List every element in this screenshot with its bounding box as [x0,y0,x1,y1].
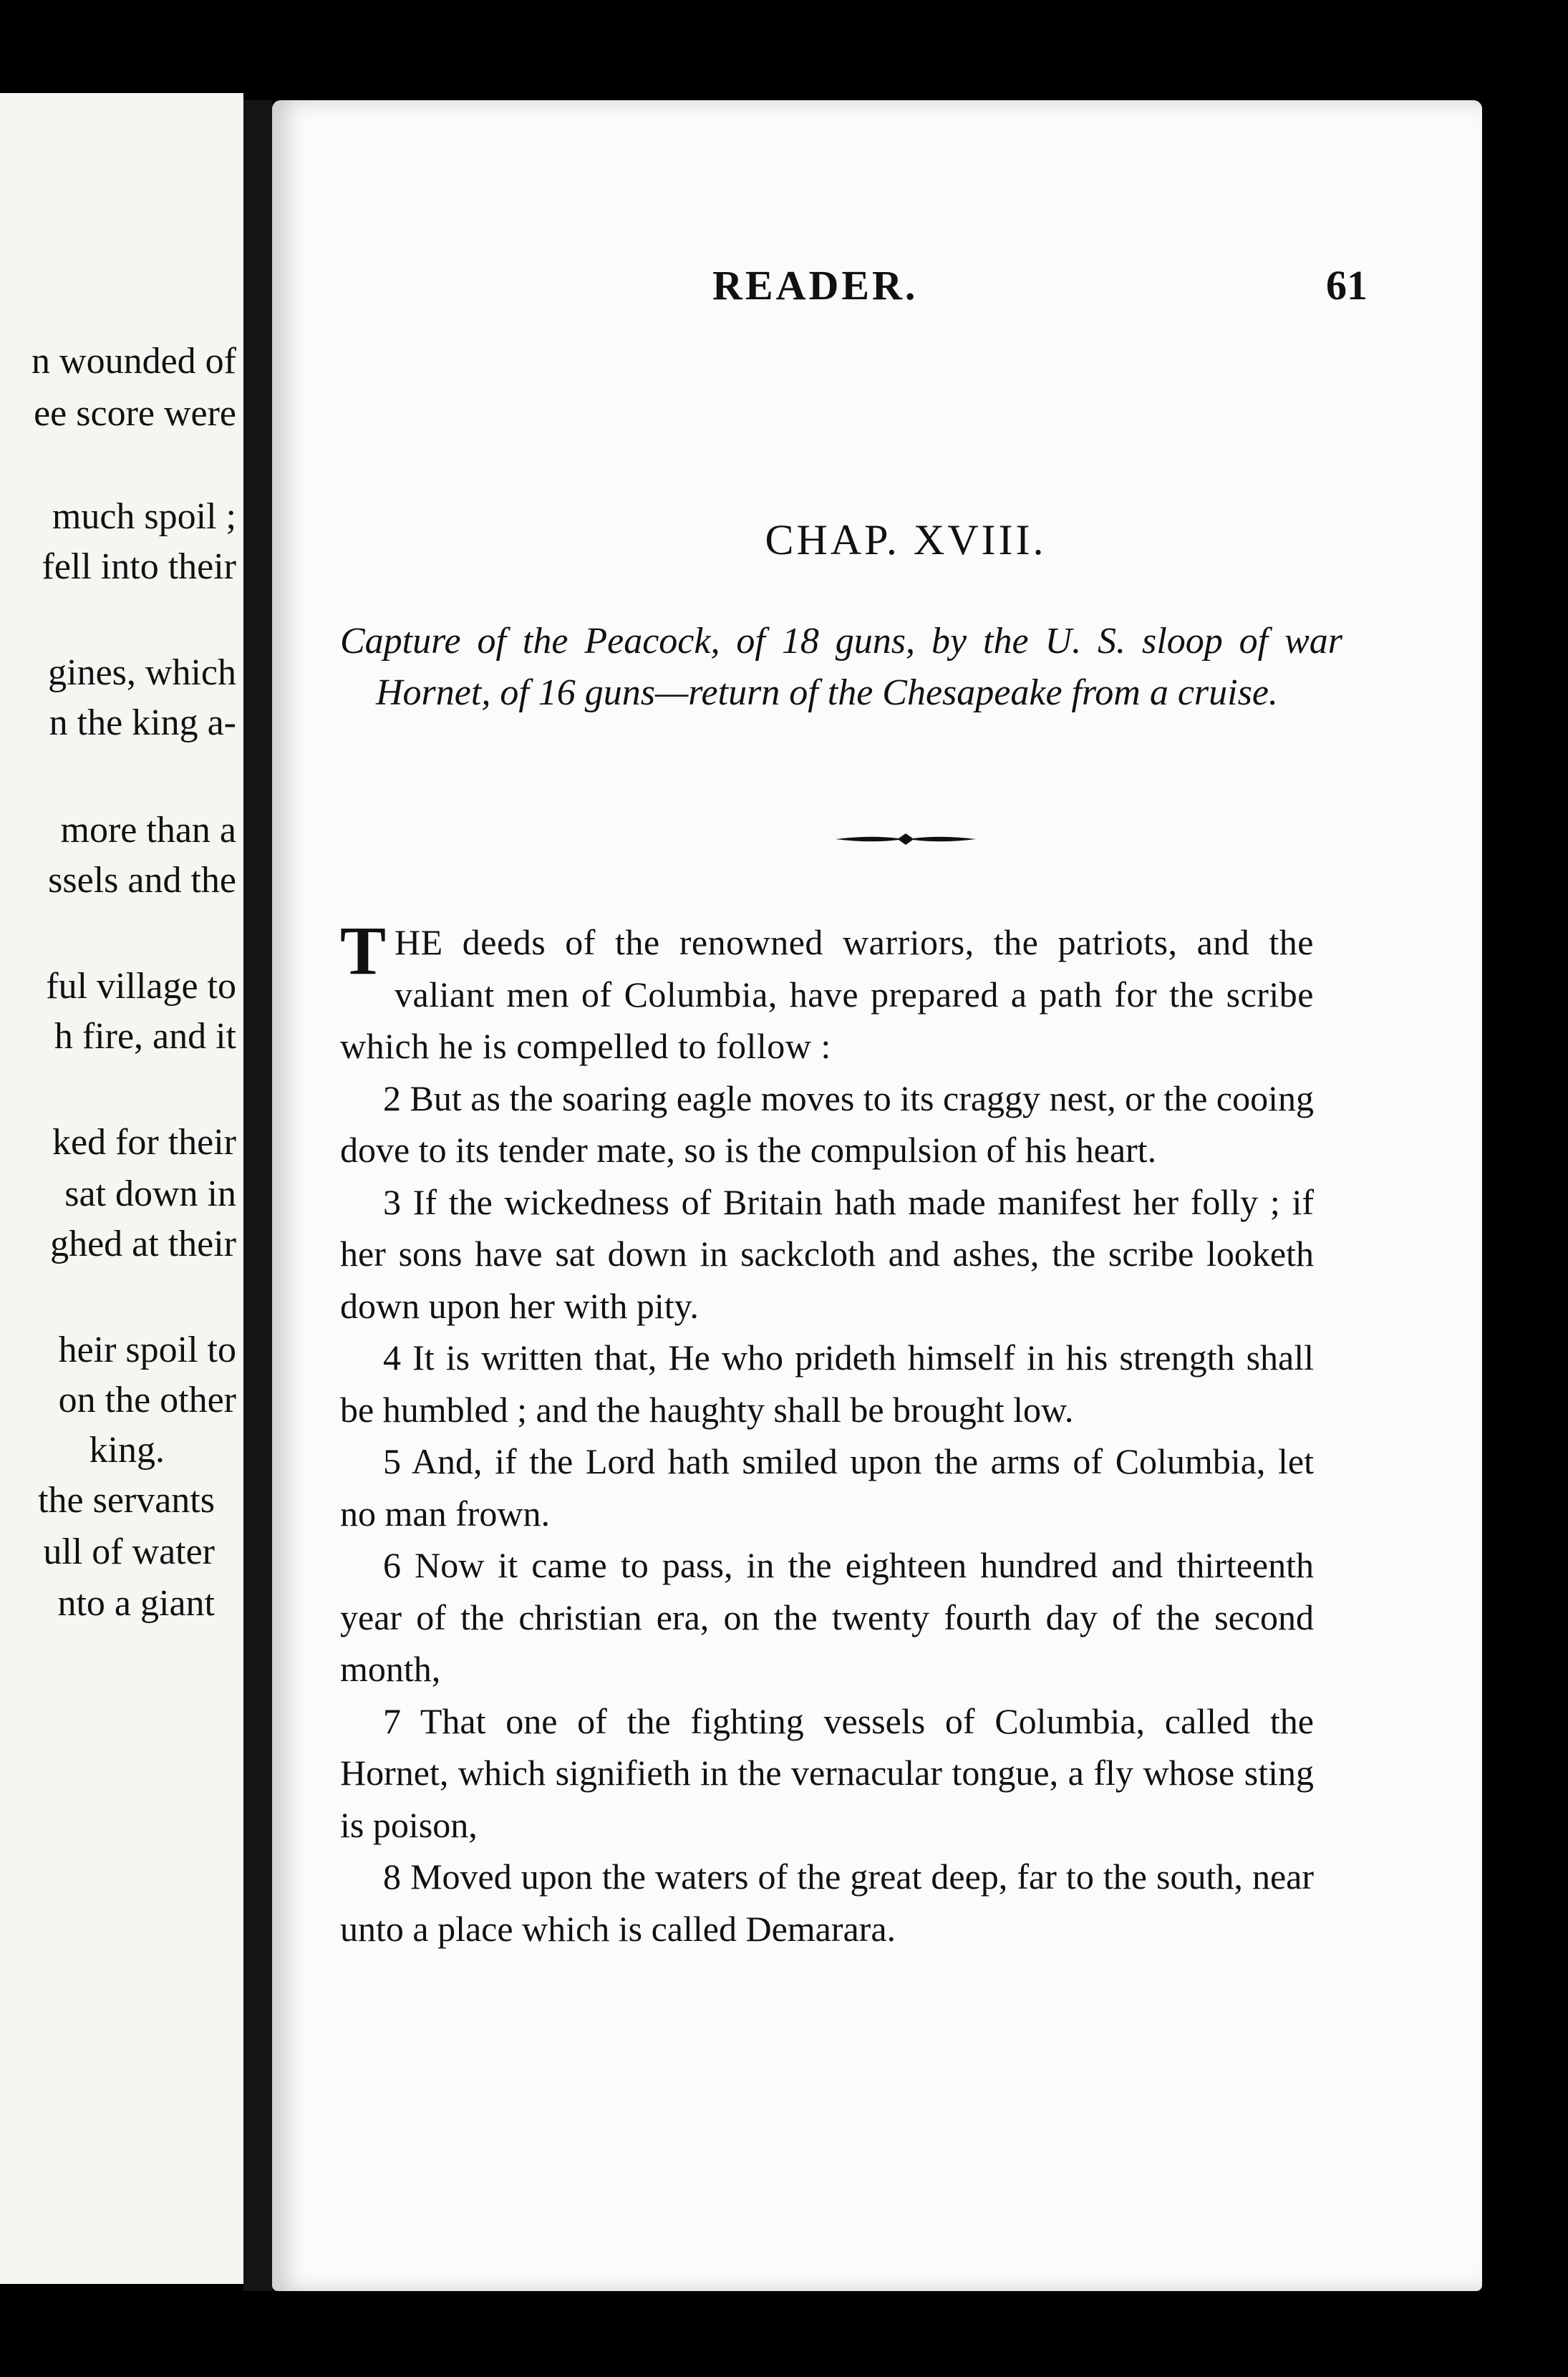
chapter-title: CHAP. XVIII. [765,516,1047,563]
ornament-rule-icon [834,831,977,848]
left-page-line: heir spoil to [58,1330,236,1370]
paragraph-1 [340,912,1314,1073]
left-page-line: nto a giant [57,1583,215,1624]
left-page-line: the servants [38,1480,215,1521]
paragraph-1-text: HE deeds of the renowned warriors, the patriots, and the valiant men of Columbia, have prepared a path for the scribe which he is compelled to follow : [340,922,1314,1066]
running-head: READER. [712,262,919,309]
book-gutter [243,100,272,2291]
left-page-line: ull of water [43,1531,215,1572]
left-page-line: ked for their [52,1122,236,1163]
left-page-line: ee score were [34,393,236,434]
right-page [272,100,1482,2291]
paragraph-8: 8 Moved upon the waters of the great deep, far to the south, near unto a place which is called Demarara. [340,1856,1314,1949]
left-page-line: ssels and the [48,860,236,901]
left-page-line: ful village to [46,966,236,1007]
left-page-line: fell into their [42,546,236,587]
chapter-body [340,912,1314,1955]
left-page-fragment [0,93,243,2284]
left-page-line: n wounded of [32,341,236,382]
left-page-line: king. [89,1430,165,1471]
left-page-line: ghed at their [50,1224,236,1264]
page-number: 61 [1326,262,1368,309]
paragraph-6: 6 Now it came to pass, in the eighteen hundred and thirteenth year of the christian era, on the twenty fourth day of the second month, [340,1545,1314,1689]
paragraph-3: 3 If the wickedness of Britain hath made manifest her folly ; if her sons have sat down in sackcloth and ashes, the scribe looketh down upon her with pity. [340,1181,1314,1326]
chapter-summary [340,616,1342,719]
left-page-line: more than a [60,810,236,851]
left-page-line: on the other [58,1380,236,1420]
left-page-line: gines, which [48,652,236,693]
paragraph-2: 2 But as the soaring eagle moves to its craggy nest, or the cooing dove to its tender mate, so is the compulsion of his heart. [340,1078,1314,1170]
left-page-line: sat down in [64,1173,236,1214]
chapter-summary-text: Capture of the Peacock, of 18 guns, by the U. S. sloop of war Hornet, of 16 guns—return of the Chesapeake from a cruise. [340,621,1342,713]
left-page-line: n the king a- [49,702,236,743]
drop-cap: T [340,912,387,989]
paragraph-4: 4 It is written that, He who prideth himself in his strength shall be humbled ; and the haughty shall be brought low. [340,1337,1314,1430]
left-page-line: h fire, and it [54,1016,236,1057]
paragraph-7: 7 That one of the fighting vessels of Columbia, called the Hornet, which signifieth in the vernacular tongue, a fly whose sting is poison, [340,1700,1314,1845]
section-ornament [272,831,1482,851]
paragraph-5: 5 And, if the Lord hath smiled upon the arms of Columbia, let no man frown. [340,1441,1314,1534]
left-page-line: much spoil ; [52,496,236,537]
